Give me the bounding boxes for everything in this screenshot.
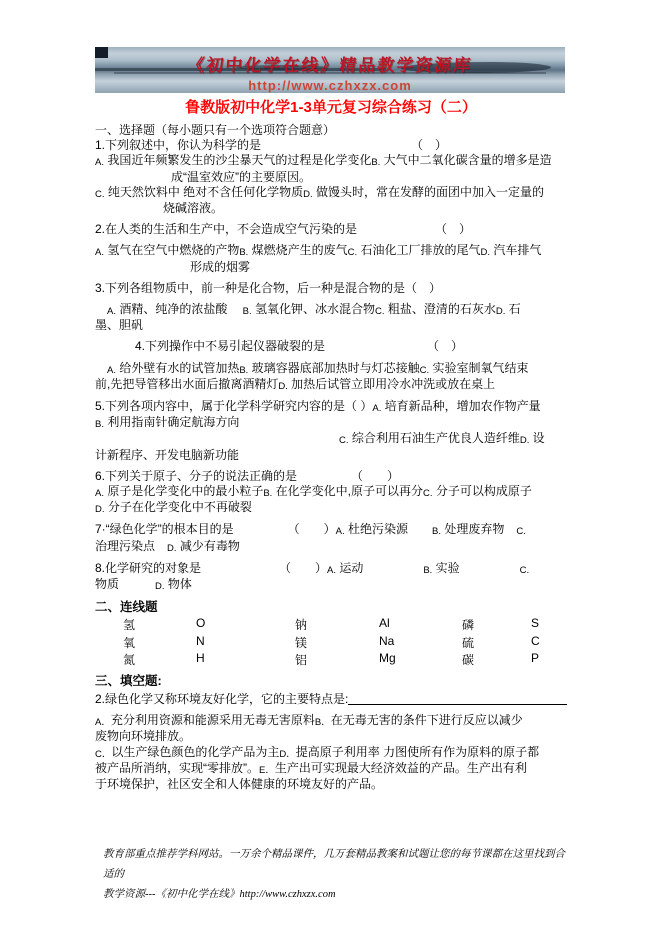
text-line: 8.化学研究的对象是 （ ）A. 运动 B. 实验 C. bbox=[95, 560, 530, 576]
footer-url[interactable]: http://www.czhxzx.com bbox=[239, 889, 336, 900]
document-title: 鲁教版初中化学1-3单元复习综合练习（二） bbox=[185, 99, 477, 116]
fill-question-stem: 2.绿色化学又称环境友好化学，它的主要特点是: bbox=[95, 692, 349, 707]
matching-section-heading: 二、连线题 bbox=[95, 600, 158, 615]
document-content bbox=[95, 47, 567, 792]
option-letter: D. bbox=[495, 306, 506, 318]
text-line: 前,先把导管移出水面后撤离酒精灯D. 加热后试管立即用冷水冲洗或放在桌上 bbox=[95, 376, 496, 392]
text-line: A. 氢气在空气中燃烧的产物B. 煤燃烧产生的废气C. 石油化工厂排放的尾气D. 汽车排气 bbox=[95, 243, 542, 259]
element-symbol: P bbox=[531, 650, 540, 665]
element-symbol: Al bbox=[379, 616, 390, 631]
text-line: A. 原子是化学变化中的最小粒子B. 在化学变化中,原子可以再分C. 分子可以构成原子 bbox=[95, 484, 532, 500]
option-letter: D． bbox=[279, 748, 296, 760]
footer-text bbox=[103, 845, 568, 905]
option-letter: D. bbox=[95, 504, 105, 516]
element-name: 氢 bbox=[123, 618, 136, 633]
text-line: 2.在人类的生活和生产中，不会造成空气污染的是 （ ） bbox=[95, 222, 472, 237]
option-letter: D. bbox=[303, 188, 313, 200]
option-letter: A. bbox=[107, 364, 116, 376]
element-name: 氧 bbox=[123, 635, 136, 650]
site-banner-title: 《初中化学在线》精品教学资源库 bbox=[186, 56, 474, 75]
option-letter: B. bbox=[423, 564, 433, 576]
option-letter: C. bbox=[519, 564, 530, 576]
matching-section bbox=[95, 615, 567, 667]
element-name: 碳 bbox=[462, 652, 475, 667]
option-letter: B. bbox=[239, 364, 249, 376]
text-line: C. 综合利用石油生产优良人造纤维D. 设 bbox=[339, 431, 545, 447]
fill-section-heading: 三、填空题: bbox=[95, 674, 162, 689]
option-letter: B. bbox=[95, 419, 104, 431]
text-line: 治理污染点 D. 减少有毒物 bbox=[95, 538, 240, 554]
option-letter: B. bbox=[263, 488, 273, 500]
text-line: A. 我国近年频繁发生的沙尘暴天气的过程是化学变化B. 大气中二氧化碳含量的增多是造 bbox=[95, 153, 552, 169]
text-line: 一、选择题（每小题只有一个选项符合题意） bbox=[95, 123, 336, 137]
text-line: C. 纯天然饮料中 绝对不含任何化学物质D. 做馒头时，常在发酵的面团中加入一定量的 bbox=[95, 184, 545, 200]
option-letter: C. bbox=[516, 526, 526, 538]
text-line: A. 给外壁有水的试管加热B. 玻璃容器底部加热时与灯芯接触C. 实验室制氧气结束 bbox=[107, 360, 529, 376]
option-letter: A. bbox=[335, 526, 345, 538]
option-letter: D. bbox=[167, 542, 177, 554]
text-line: 1.下列叙述中，你认为科学的是 （ ） bbox=[95, 138, 448, 153]
option-letter: C. bbox=[375, 306, 385, 318]
multiple-choice-section bbox=[95, 123, 567, 593]
element-symbol: H bbox=[196, 650, 205, 665]
matching-row bbox=[95, 615, 567, 632]
option-letter: A. bbox=[372, 403, 382, 415]
option-letter: A. bbox=[95, 488, 104, 500]
element-name: 磷 bbox=[462, 618, 475, 633]
element-symbol: C bbox=[531, 633, 540, 648]
option-letter: C． bbox=[95, 748, 112, 760]
text-line: D. 分子在化学变化中不再破裂 bbox=[95, 500, 252, 516]
option-letter: C. bbox=[95, 188, 105, 200]
text-line: A．充分利用资源和能源采用无毒无害原料B．在无毒无害的条件下进行反应以减少 bbox=[95, 713, 523, 729]
option-letter: C. bbox=[419, 364, 430, 376]
option-letter: A. bbox=[107, 306, 116, 318]
text-line: 烧碱溶液。 bbox=[163, 201, 224, 216]
text-line: 3.下列各组物质中，前一种是化合物，后一种是混合物的是（ ） bbox=[95, 280, 442, 295]
text-line: A. 酒精、纯净的浓盐酸 B. 氢氧化钾、冰水混合物C. 粗盐、澄清的石灰水D. 石 bbox=[107, 302, 521, 318]
text-line: 被产品所消纳，实现“零排放”。E．生产出可实现最大经济效益的产品。生产出有利 bbox=[95, 760, 527, 776]
option-letter: A. bbox=[327, 564, 336, 576]
answer-blank[interactable] bbox=[348, 691, 567, 705]
site-banner-url[interactable]: http://www.czhxzx.com bbox=[248, 78, 412, 93]
option-letter: B． bbox=[314, 717, 331, 729]
text-line: C．以生产绿色颜色的化学产品为主D．提高原子利用率 力图使所有作为原料的原子都 bbox=[95, 744, 540, 760]
element-symbol: N bbox=[196, 633, 205, 648]
option-letter: A. bbox=[95, 247, 104, 259]
element-symbol: Mg bbox=[379, 650, 396, 665]
text-line: 废物向环境排放。 bbox=[95, 729, 192, 744]
element-symbol: O bbox=[196, 616, 206, 631]
option-letter: D. bbox=[278, 380, 288, 392]
element-name: 镁 bbox=[295, 635, 308, 650]
option-letter: D. bbox=[480, 247, 490, 259]
text-line: 墨、胆矾 bbox=[95, 318, 144, 333]
option-letter: C. bbox=[422, 488, 433, 500]
text-line: 形成的烟雾 bbox=[190, 259, 251, 274]
fill-question-line bbox=[95, 691, 567, 707]
text-line: 成“温室效应”的主要原因。 bbox=[171, 169, 311, 184]
option-letter: B. bbox=[242, 306, 252, 318]
option-letter: C. bbox=[339, 435, 349, 447]
option-letter: C. bbox=[347, 247, 358, 259]
element-symbol: S bbox=[531, 616, 540, 631]
footer-line-2 bbox=[103, 885, 568, 905]
element-name: 硫 bbox=[462, 635, 475, 650]
matching-row bbox=[95, 633, 567, 650]
site-banner bbox=[95, 47, 565, 93]
matching-row bbox=[95, 650, 567, 667]
option-letter: D. bbox=[519, 435, 530, 447]
text-line: 于环境保护，社区安全和人体健康的环境友好的产品。 bbox=[95, 776, 384, 791]
fill-options-section bbox=[95, 713, 567, 792]
option-letter: B. bbox=[371, 157, 381, 169]
text-line: 4.下列操作中不易引起仪器破裂的是 （ ） bbox=[135, 339, 464, 354]
option-letter: B. bbox=[432, 526, 441, 538]
option-letter: A. bbox=[95, 157, 104, 169]
element-name: 氮 bbox=[123, 652, 136, 667]
option-letter: E． bbox=[259, 764, 275, 776]
text-line: 5.下列各项内容中，属于化学科学研究内容的是（ ）A. 培育新品种，增加农作物产量 bbox=[95, 399, 541, 415]
text-line: 物质 D. 物体 bbox=[95, 577, 192, 593]
option-letter: B. bbox=[239, 247, 249, 259]
footer-line-1: 教育部重点推荐学科网站。一万余个精品课件，几万套精品教案和试题让您的每节课都在这里找到合适的 bbox=[103, 849, 565, 880]
element-symbol: Na bbox=[379, 633, 395, 648]
text-line: B. 利用指南针确定航海方向 bbox=[95, 415, 240, 431]
footer-line-2-prefix: 教学资源---《初中化学在线》 bbox=[103, 889, 240, 900]
text-line: 6.下列关于原子、分子的说法正确的是 （ ） bbox=[95, 468, 400, 483]
option-letter: D. bbox=[155, 581, 165, 593]
element-name: 铝 bbox=[295, 652, 308, 667]
text-line: 7·“绿色化学”的根本目的是 （ ）A. 杜绝污染源 B. 处理废弃物 C. bbox=[95, 522, 526, 538]
element-name: 钠 bbox=[295, 618, 308, 633]
option-letter: A． bbox=[95, 717, 111, 729]
text-line: 计新程序、开发电脑新功能 bbox=[95, 447, 240, 462]
